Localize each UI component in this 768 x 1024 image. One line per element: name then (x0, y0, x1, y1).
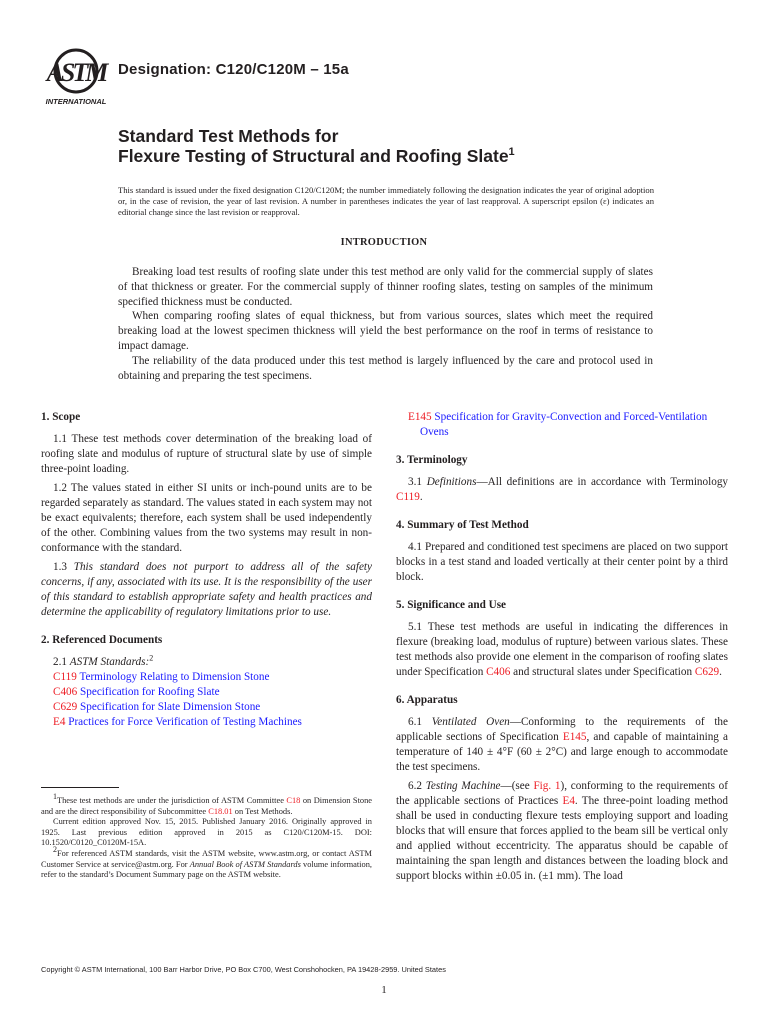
reference-title-link[interactable]: Specification for Gravity-Convection and Forced-Ventilation Ovens (420, 411, 708, 438)
section-heading-referenced: 2. Referenced Documents (41, 634, 163, 646)
section-heading-terminology: 3. Terminology (396, 454, 468, 466)
footnote-ref: 2 (149, 653, 154, 663)
paragraph-5-1 (396, 620, 728, 680)
paragraph-text: —(see (500, 780, 534, 792)
reference-item[interactable] (41, 700, 372, 715)
paragraph-4-1: 4.1 Prepared and conditioned test specimens are placed on two support blocks in a test stand and loaded vertically at their center point by a third block. (396, 541, 728, 583)
paragraph-text: and structural slates under Specification (510, 666, 695, 678)
designation: Designation: C120/C120M – 15a (118, 61, 349, 78)
footnote-marker: 1 (53, 792, 57, 802)
copyright-notice: Copyright © ASTM International, 100 Barr Harbor Drive, PO Box C700, West Conshohocken, PA 19428-2959. United States (41, 965, 446, 974)
paragraph-number: 6.1 (408, 716, 422, 728)
astm-standards-label: ASTM Standards: (69, 656, 150, 668)
paragraph-text: —All definitions are in accordance with Terminology (476, 476, 729, 488)
reference-item[interactable] (41, 685, 372, 700)
intro-paragraph: When comparing roofing slates of equal thickness, but from various sources, slates which meet the required breaking load at the lowest specimen thickness will yield the best performance on the roof in terms of resistance to impact damage. (118, 310, 653, 352)
astm-logo (40, 45, 112, 109)
paragraph-1-1: 1.1 These test methods cover determination of the breaking load of roofing slate and modulus of rupture of structural slate by use of simple three-point loading. (41, 433, 372, 475)
committee-link[interactable]: C18 (286, 796, 301, 805)
ventilated-oven-label: Ventilated Oven (431, 716, 510, 728)
safety-statement: This standard does not purport to address all of the safety concerns, if any, associated with its use. It is the responsibility of the user of this standard to establish appropriate safety and health practices and determine the applicability of regulatory limitations prior to use. (41, 561, 373, 618)
section-heading-scope: 1. Scope (41, 411, 81, 423)
spec-link[interactable]: E145 (562, 731, 587, 743)
reference-item[interactable] (41, 715, 372, 730)
reference-title-link[interactable]: Practices for Force Verification of Testing Machines (68, 716, 302, 728)
reference-title-link[interactable]: Terminology Relating to Dimension Stone (79, 671, 270, 683)
section-heading-summary: 4. Summary of Test Method (396, 519, 529, 531)
paragraph-number: 2.1 (53, 656, 67, 668)
paragraph-1-2: 1.2 The values stated in either SI units or inch-pound units are to be regarded separately as standard. The values stated in each system may not be exact equivalents; therefore, each system shall be used independently of the other. Combining values from the two systems may result in non-conformance with the standard. (41, 482, 372, 554)
paragraph-6-2 (396, 779, 728, 884)
paragraph-text: 5.1 These test methods are useful in indicating the differences in flexure (breaking load, modulus of rupture) between various slates. These test methods also provide one element in the comparison of roofing slates under Specification (396, 621, 728, 678)
footnote-text: on Test Methods. (232, 806, 293, 816)
reference-title-link[interactable]: Specification for Roofing Slate (80, 686, 220, 698)
introduction-body (118, 265, 653, 383)
paragraph-3-1 (396, 475, 728, 505)
intro-paragraph: Breaking load test results of roofing slate under this test method are only valid for the commercial supply of slates of that thickness or greater. For the commercial supply of thinner roofing slates, testing on samples of the minimum specified thickness must be conducted. (118, 266, 653, 308)
reference-title-link[interactable]: Specification for Slate Dimension Stone (80, 701, 261, 713)
paragraph-text: . The three-point loading method shall be used in conducting flexure tests employing support and loading blocks that will ensure that forces applied to the beam sill be vertical only and applied without eccentricity. The apparatus should be capable of maintaining the span length and distances between the loading block and support blocks within ±0.05 in. (±1 mm). The load (396, 795, 728, 882)
standard-notice: This standard is issued under the fixed designation C120/C120M; the number immediately following the designation indicates the year of original adoption or, in the case of revision, the year of last revision. A number in parentheses indicates the year of last reapproval. A superscript epsilon (ε) indicates an editorial change since the last revision or reapproval. (118, 185, 654, 217)
intro-paragraph: The reliability of the data produced under this test method is largely influenced by the care and protocol used in obtaining and preparing the test specimens. (118, 354, 653, 382)
logo-international: INTERNATIONAL (45, 97, 107, 106)
paragraph-text: , and capable of maintaining a temperature of 140 ± 4°F (60 ± 2°C) and large enough to accommodate the test specimens. (396, 731, 728, 773)
paragraph-number: 3.1 (408, 476, 422, 488)
paragraph-text: . (719, 666, 722, 678)
footnote-text: For referenced ASTM standards, visit the ASTM website, www.astm.org, or contact ASTM Customer Service at service@astm.org. For (41, 848, 372, 869)
paragraph-number: 1.3 (53, 561, 67, 573)
footnote-text: on Dimension Stone and are the direct responsibility of Subcommittee (41, 796, 372, 816)
spec-link[interactable]: C629 (694, 666, 720, 678)
figure-link[interactable]: Fig. 1 (533, 780, 561, 792)
paragraph-text: ), conforming to the requirements of the applicable sections of Practices (396, 780, 728, 807)
title-footnote-ref: 1 (508, 146, 515, 159)
footnote-divider (41, 787, 119, 788)
practice-link[interactable]: E4 (562, 795, 575, 807)
introduction-heading: INTRODUCTION (340, 237, 428, 248)
reference-code-link[interactable]: C406 (53, 686, 78, 698)
definitions-label: Definitions (426, 476, 477, 488)
footnote-text: These test methods are under the jurisdiction of ASTM Committee (57, 796, 287, 805)
paragraph-1-3 (41, 560, 372, 620)
reference-item[interactable] (396, 410, 728, 440)
page-number: 1 (381, 984, 387, 996)
reference-code-link[interactable]: E4 (53, 716, 66, 728)
terminology-link[interactable]: C119 (396, 491, 420, 503)
spec-link[interactable]: C406 (486, 666, 511, 678)
subcommittee-link[interactable]: C18.01 (208, 806, 233, 816)
reference-code-link[interactable]: C119 (53, 671, 77, 683)
section-heading-apparatus: 6. Apparatus (396, 694, 458, 706)
right-column (396, 410, 728, 888)
left-column (41, 410, 372, 730)
svg-text:ASTM: ASTM (46, 58, 106, 87)
paragraph-text: . (419, 491, 423, 503)
footnote-1-edition: Current edition approved Nov. 15, 2015. Published January 2016. Originally approved in 1925. Last previous edition approved in 2015 as C120/C120M-15. DOI: 10.1520/C0120_C0120M-15A. (41, 817, 372, 848)
section-heading-significance: 5. Significance and Use (396, 599, 507, 611)
astm-standards-sub (41, 655, 372, 670)
footnote-marker: 2 (53, 845, 57, 855)
paragraph-number: 6.2 (408, 780, 422, 792)
document-title (118, 126, 515, 166)
reference-code-link[interactable]: E145 (408, 411, 432, 423)
paragraph-6-1 (396, 715, 728, 775)
testing-machine-label: Testing Machine (425, 780, 501, 792)
footnote-italic: Annual Book of ASTM Standards (189, 859, 301, 869)
footnotes (41, 792, 372, 881)
reference-code-link[interactable]: C629 (53, 701, 78, 713)
footnote-text: volume information, refer to the standard’s Document Summary page on the ASTM website. (41, 859, 372, 880)
paragraph-text: —Conforming to the requirements of the applicable sections of Specification (396, 716, 728, 743)
footnote-2 (41, 845, 372, 881)
title-line-2-text: Flexure Testing of Structural and Roofing Slate (118, 146, 509, 166)
title-line-2 (118, 146, 515, 166)
astm-logo-graphic (40, 45, 112, 109)
title-line-1: Standard Test Methods for (118, 126, 339, 146)
reference-item[interactable] (41, 670, 372, 685)
footnote-1 (41, 792, 372, 817)
